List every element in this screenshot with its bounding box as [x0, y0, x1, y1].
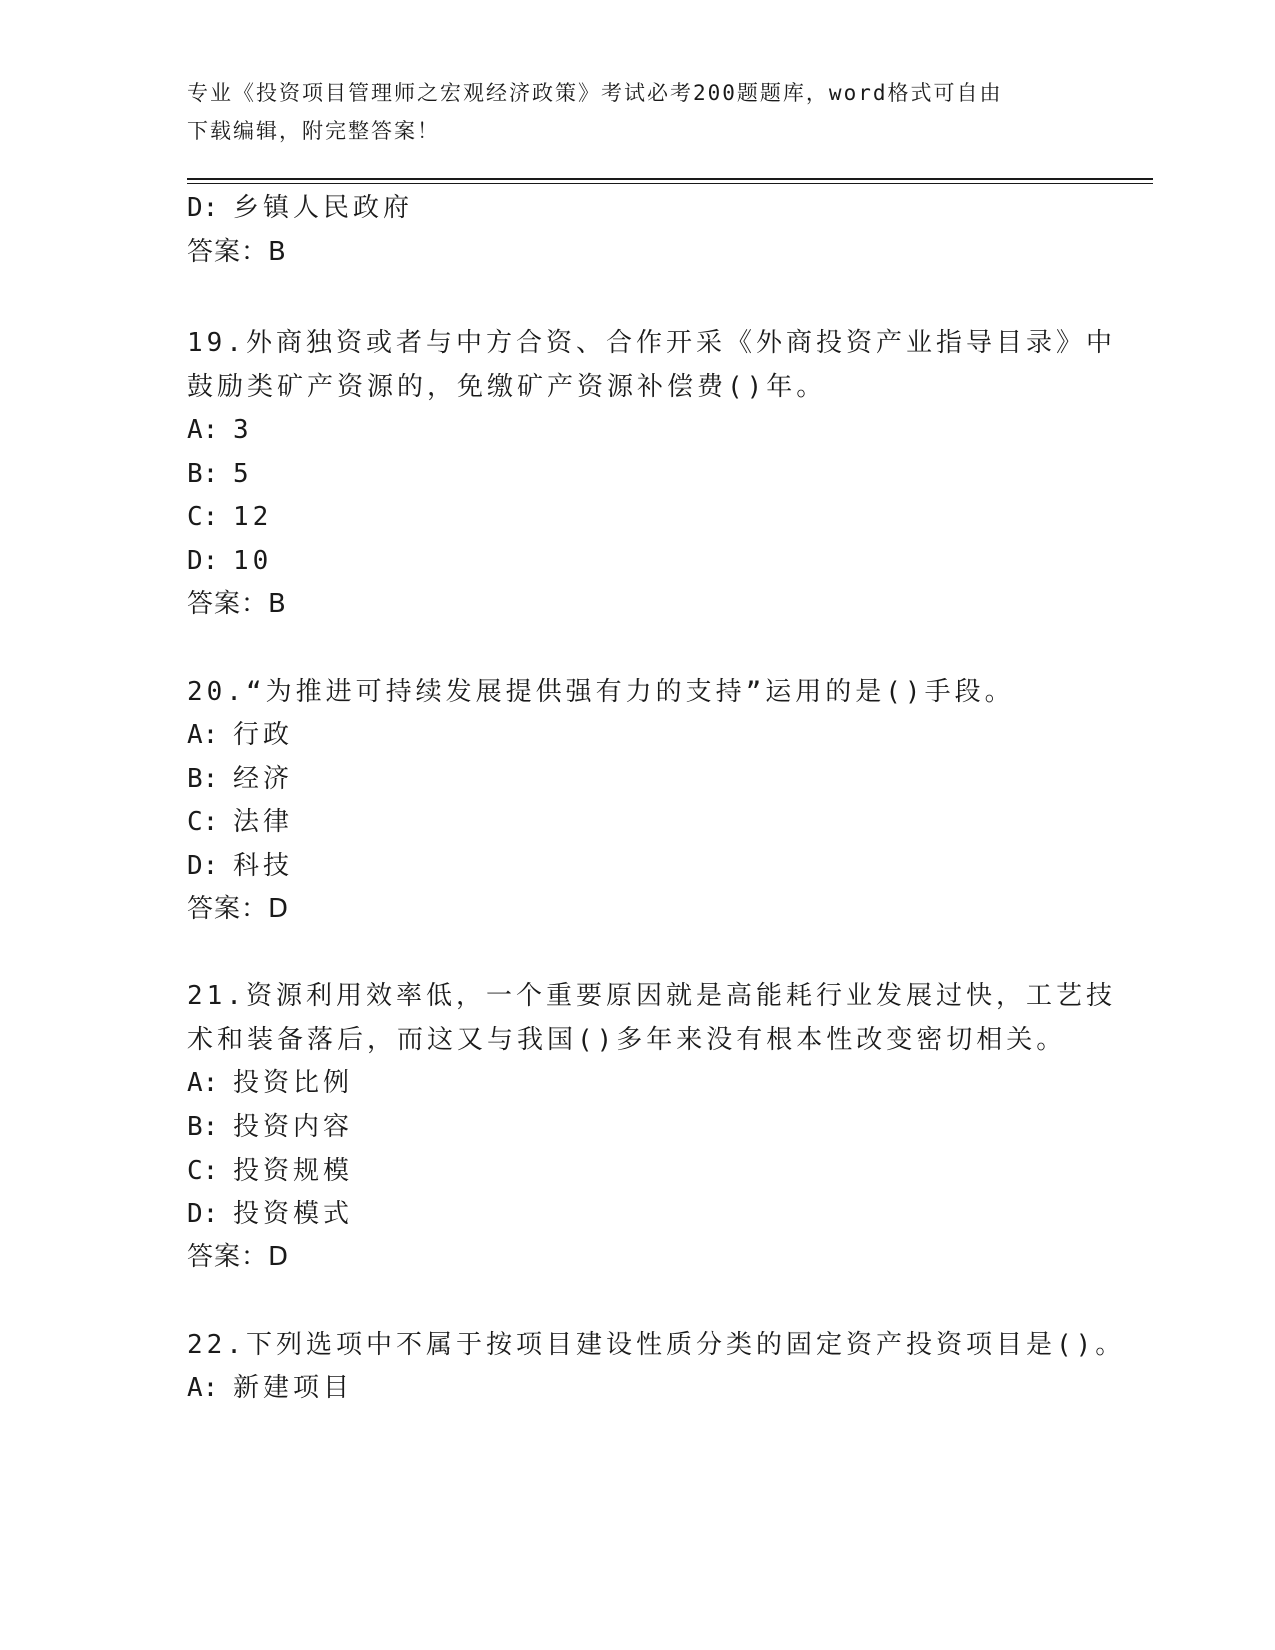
q22-option-a: [187, 1371, 353, 1405]
option-text: 行政: [233, 720, 294, 750]
q22-stem-line-1: 22.下列选项中不属于按项目建设性质分类的固定资产投资项目是()。: [187, 1330, 1126, 1360]
option-text: 新建项目: [233, 1373, 354, 1403]
q19-answer: 答案：B: [187, 589, 287, 619]
q21-option-d: [187, 1197, 353, 1231]
q19-option-b: [187, 457, 253, 491]
q19-option-d: [187, 544, 272, 578]
document-header: [187, 74, 1067, 150]
option-key: A:: [187, 415, 219, 445]
q21-stem-line-1: 21.资源利用效率低，一个重要原因就是高能耗行业发展过快，工艺技: [187, 981, 1116, 1011]
header-line-2: 下载编辑，附完整答案！: [187, 119, 440, 143]
q19-stem-line-2: 鼓励类矿产资源的，免缴矿产资源补偿费()年。: [187, 372, 827, 402]
q21-option-b: [187, 1110, 353, 1144]
option-key: C:: [187, 807, 219, 837]
option-text: 投资规模: [233, 1156, 354, 1186]
q19-option-c: [187, 500, 272, 534]
q19-stem-line-1: 19.外商独资或者与中方合资、合作开采《外商投资产业指导目录》中: [187, 328, 1116, 358]
q21-answer: 答案：D: [187, 1242, 290, 1272]
option-key: A:: [187, 1068, 219, 1098]
header-divider-thick: [187, 178, 1153, 180]
option-key: D:: [187, 851, 219, 881]
option-key: C:: [187, 502, 219, 532]
option-key: C:: [187, 1156, 219, 1186]
option-text: 科技: [233, 851, 294, 881]
option-text: 乡镇人民政府: [233, 193, 414, 223]
q21-stem-line-2: 术和装备落后，而这又与我国()多年来没有根本性改变密切相关。: [187, 1025, 1067, 1055]
q20-option-b: [187, 762, 293, 796]
prev-option-d: [187, 191, 413, 225]
option-key: D:: [187, 1199, 219, 1229]
option-text: 经济: [233, 764, 294, 794]
option-key: B:: [187, 764, 219, 794]
q21-option-a: [187, 1066, 353, 1100]
prev-answer: 答案：B: [187, 237, 287, 267]
option-text: 3: [233, 415, 253, 445]
option-key: D:: [187, 193, 219, 223]
option-key: D:: [187, 546, 219, 576]
header-divider-thin: [187, 183, 1153, 184]
q21-option-c: [187, 1154, 353, 1188]
option-key: B:: [187, 459, 219, 489]
q20-stem-line-1: 20.“为推进可持续发展提供强有力的支持”运用的是()手段。: [187, 677, 1015, 707]
option-key: A:: [187, 1373, 219, 1403]
option-text: 5: [233, 459, 253, 489]
option-text: 投资内容: [233, 1112, 354, 1142]
option-text: 投资比例: [233, 1068, 354, 1098]
q20-option-a: [187, 718, 293, 752]
q19-option-a: [187, 413, 253, 447]
option-key: B:: [187, 1112, 219, 1142]
option-text: 法律: [233, 807, 294, 837]
option-text: 投资模式: [233, 1199, 354, 1229]
option-key: A:: [187, 720, 219, 750]
q20-answer: 答案：D: [187, 894, 290, 924]
q20-option-c: [187, 805, 293, 839]
header-line-1: 专业《投资项目管理师之宏观经济政策》考试必考200题题库，word格式可自由: [187, 81, 1003, 105]
q20-option-d: [187, 849, 293, 883]
option-text: 10: [233, 546, 273, 576]
option-text: 12: [233, 502, 273, 532]
